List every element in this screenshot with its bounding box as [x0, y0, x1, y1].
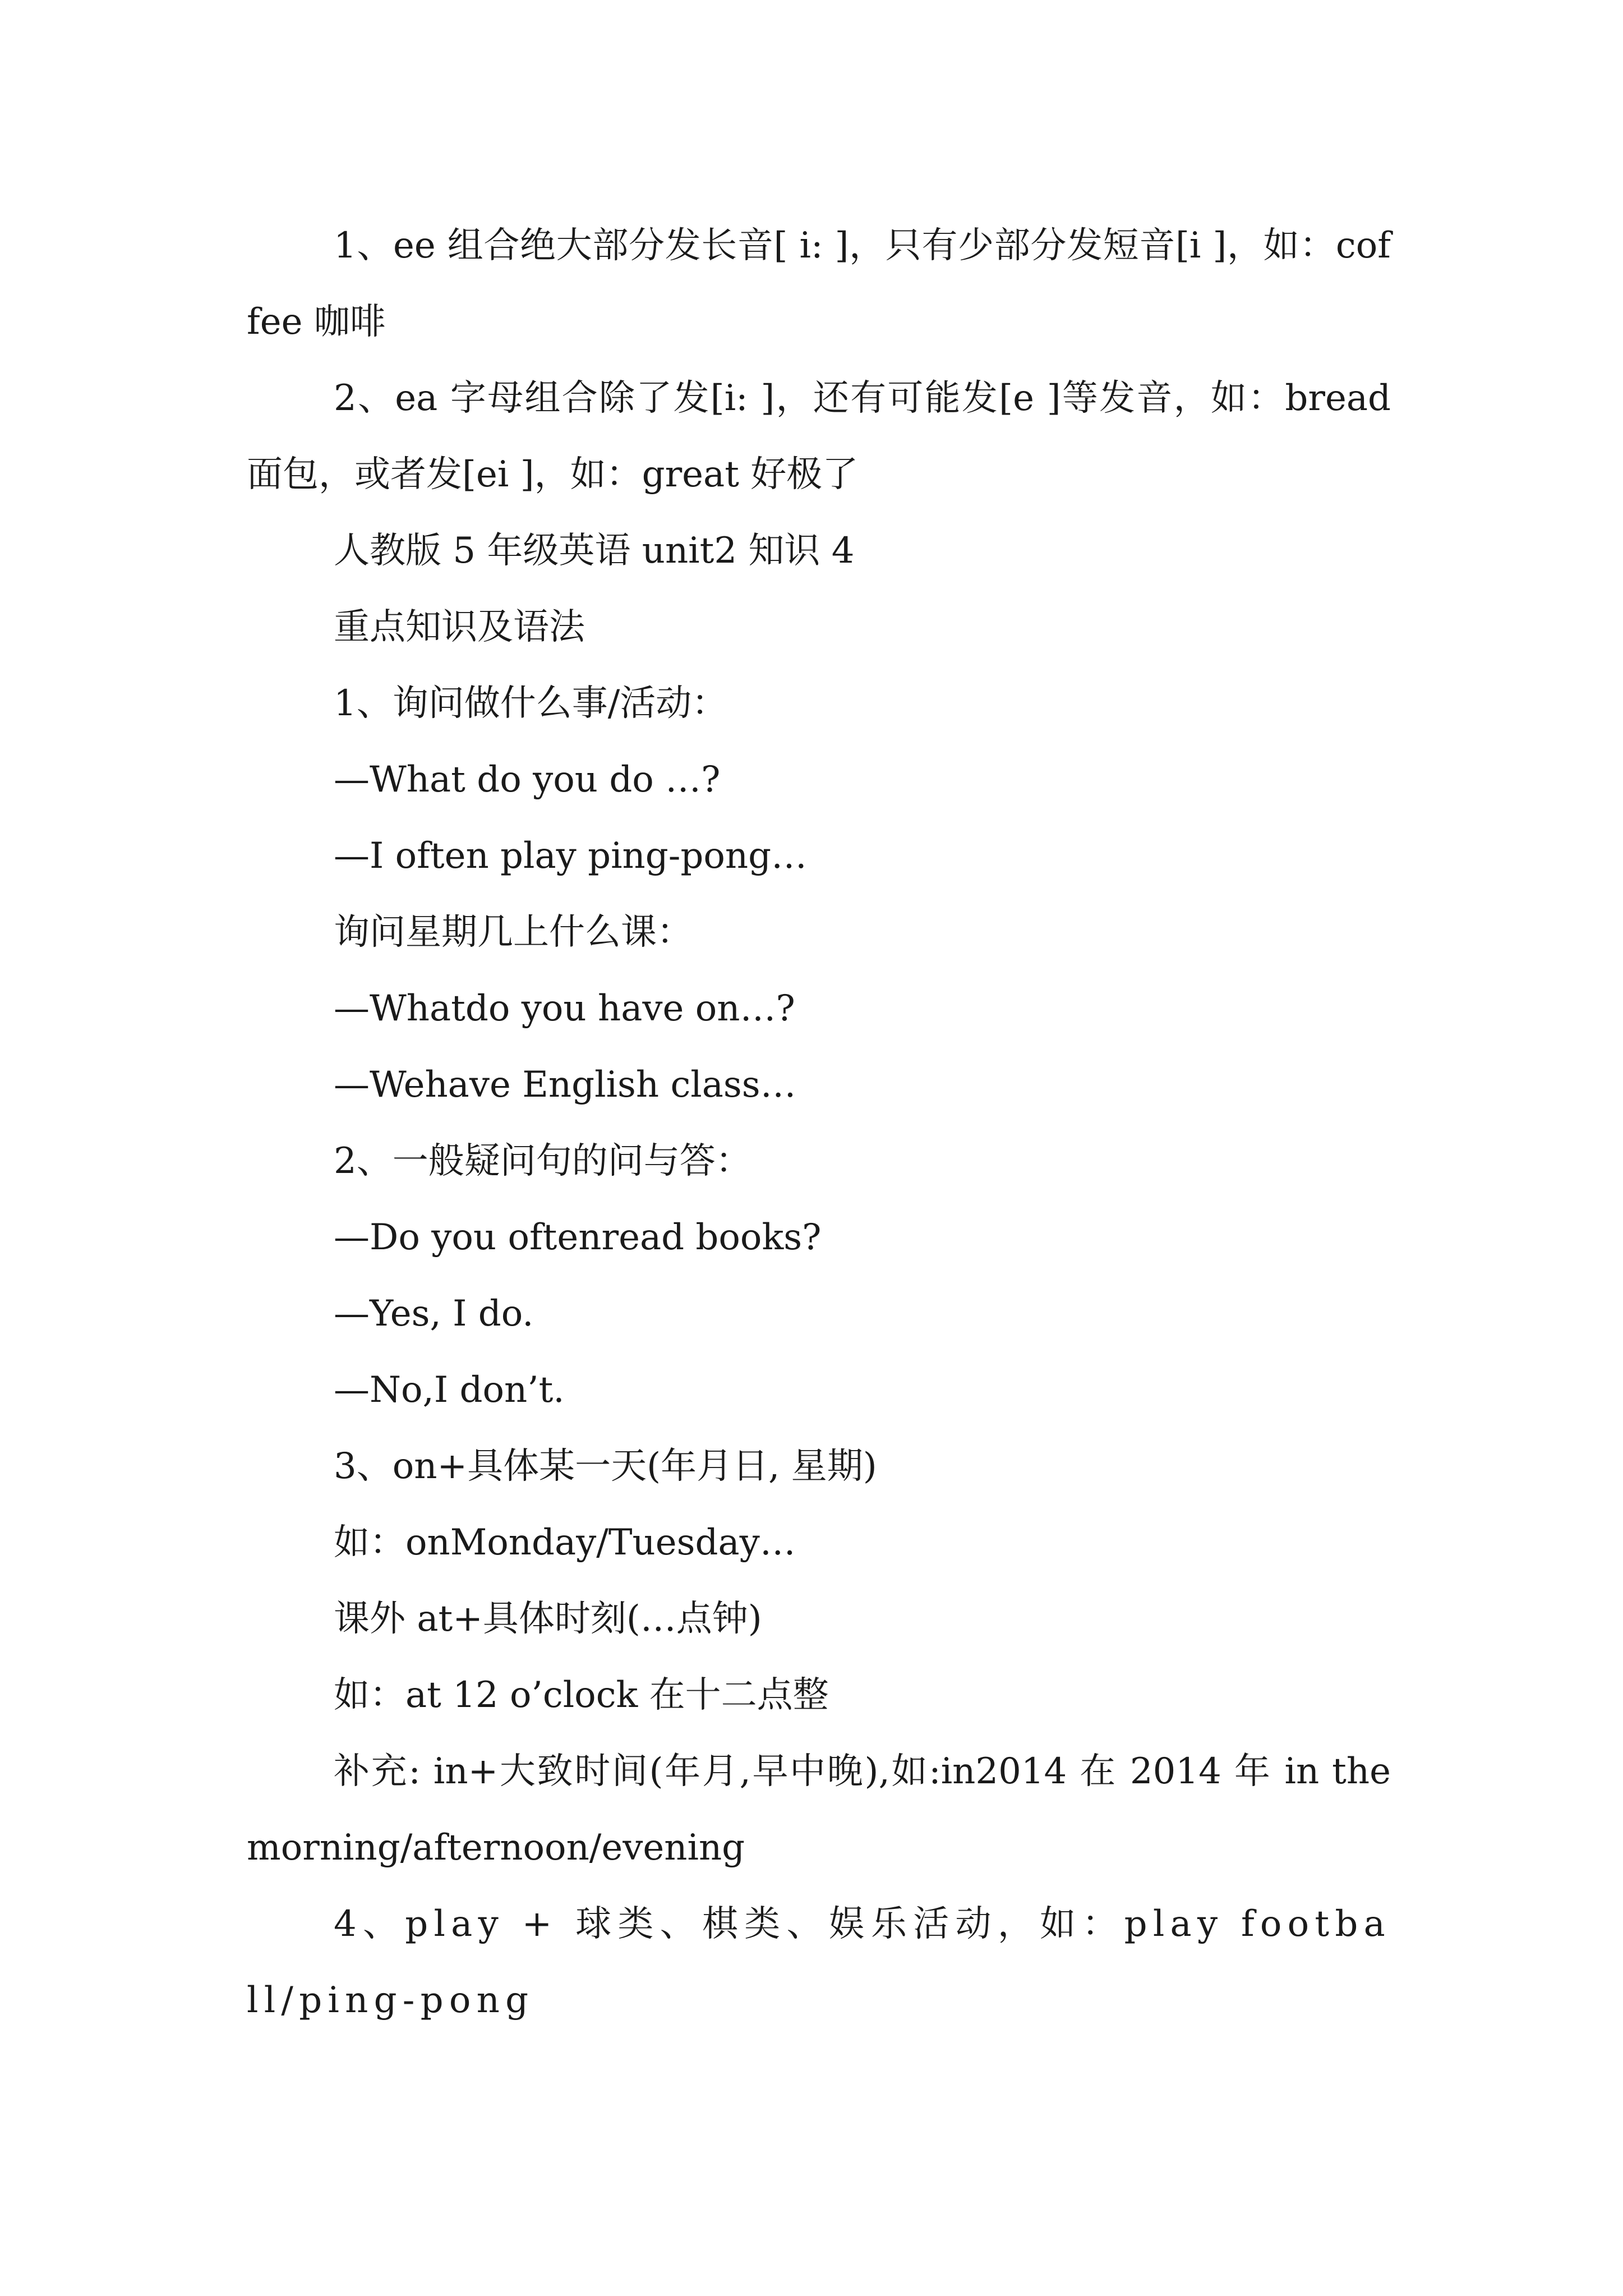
paragraph-on-rule: 3、on+具体某一天(年月日, 星期)	[334, 1446, 877, 1487]
dialogue-line: —I often play ping-pong…	[334, 835, 808, 877]
paragraph-yes-no-question: 2、一般疑问句的问与答：	[334, 1140, 751, 1182]
document-body	[247, 208, 1391, 2039]
paragraph-at-rule: 课外 at+具体时刻(…点钟)	[334, 1598, 762, 1640]
dialogue-line: —Yes, I do.	[334, 1293, 534, 1335]
paragraph-ask-activity: 1、询问做什么事/活动：	[334, 683, 728, 724]
section-subtitle: 重点知识及语法	[334, 606, 585, 648]
section-title: 人教版 5 年级英语 unit2 知识 4	[334, 530, 855, 572]
dialogue-line: —No,I don’t.	[334, 1369, 565, 1411]
dialogue-line: —Wehave English class…	[334, 1064, 796, 1106]
paragraph-play-rule: 4、play + 球类、棋类、娱乐活动，如：play football/ping-pong	[247, 1903, 1391, 2021]
example-line: 如：at 12 o’clock 在十二点整	[334, 1674, 829, 1716]
dialogue-line: —What do you do …?	[334, 759, 721, 800]
paragraph-ask-class: 询问星期几上什么课：	[334, 912, 693, 953]
paragraph-ee-rule: 1、ee 组合绝大部分发长音[ i: ]，只有少部分发短音[i ]，如：coffee 咖啡	[247, 225, 1391, 343]
paragraph-ea-rule: 2、ea 字母组合除了发[i: ]，还有可能发[e ]等发音，如：bread 面包，或者发[ei ]，如：great 好极了	[247, 378, 1391, 495]
dialogue-line: —Whatdo you have on…?	[334, 988, 795, 1029]
example-line: 如：onMonday/Tuesday…	[334, 1522, 796, 1563]
dialogue-line: —Do you oftenread books?	[334, 1217, 822, 1258]
paragraph-in-rule: 补充: in+大致时间(年月,早中晚),如:in2014 在 2014 年 in the morning/afternoon/evening	[247, 1751, 1391, 1869]
